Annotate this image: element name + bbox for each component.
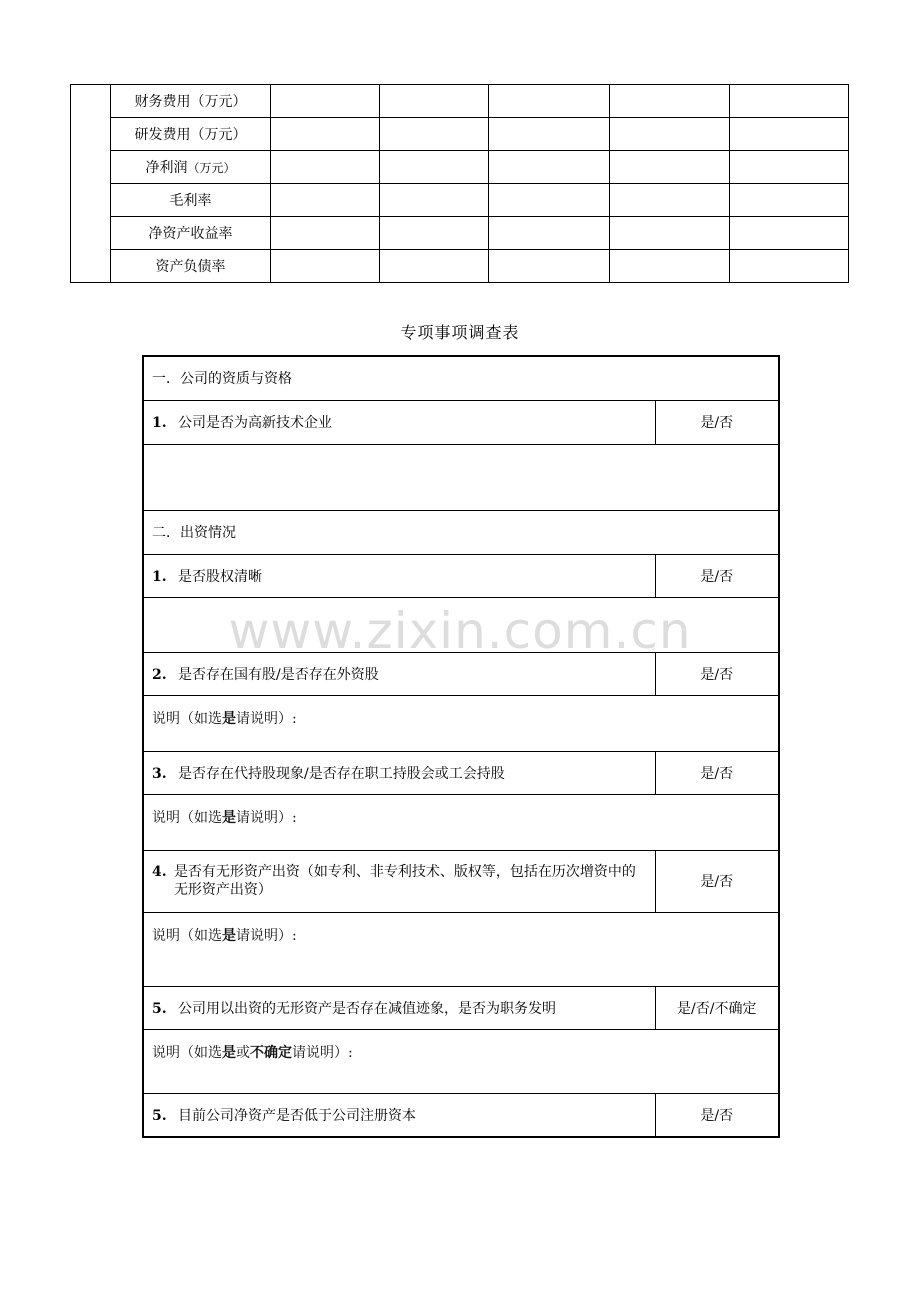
value-cell[interactable] bbox=[380, 85, 489, 118]
answer-cell[interactable]: 是/否 bbox=[655, 554, 779, 597]
question-cell: 5. 目前公司净资产是否低于公司注册资本 bbox=[143, 1093, 655, 1137]
watermark: www.zixin.com.cn bbox=[228, 602, 692, 660]
note-row bbox=[143, 912, 779, 986]
section-title-capital: 二．出资情况 bbox=[143, 510, 779, 554]
section-header-row bbox=[143, 356, 779, 400]
answer-area-row bbox=[143, 597, 779, 652]
value-cell[interactable] bbox=[271, 184, 380, 217]
value-cell[interactable] bbox=[730, 217, 849, 250]
value-cell[interactable] bbox=[730, 118, 849, 151]
value-cell[interactable] bbox=[610, 118, 730, 151]
row-label: 净利润（万元） bbox=[111, 151, 271, 184]
table-row bbox=[71, 85, 849, 118]
value-cell[interactable] bbox=[489, 250, 610, 283]
question-row bbox=[143, 652, 779, 695]
question-row bbox=[143, 554, 779, 597]
table-row bbox=[71, 118, 849, 151]
row-label: 研发费用（万元） bbox=[111, 118, 271, 151]
value-cell[interactable] bbox=[380, 217, 489, 250]
value-cell[interactable] bbox=[489, 118, 610, 151]
survey-table bbox=[142, 355, 780, 1138]
row-label: 财务费用（万元） bbox=[111, 85, 271, 118]
answer-area-row bbox=[143, 444, 779, 510]
value-cell[interactable] bbox=[380, 250, 489, 283]
value-cell[interactable] bbox=[730, 85, 849, 118]
question-row bbox=[143, 986, 779, 1029]
row-label: 资产负债率 bbox=[111, 250, 271, 283]
answer-area[interactable] bbox=[143, 444, 779, 510]
answer-cell[interactable]: 是/否 bbox=[655, 751, 779, 794]
row-label: 净资产收益率 bbox=[111, 217, 271, 250]
table-row bbox=[71, 250, 849, 283]
value-cell[interactable] bbox=[489, 217, 610, 250]
question-row bbox=[143, 1093, 779, 1137]
section-header-row bbox=[143, 510, 779, 554]
question-cell: 1. 是否股权清晰 bbox=[143, 554, 655, 597]
answer-cell[interactable]: 是/否 bbox=[655, 400, 779, 444]
value-cell[interactable] bbox=[380, 118, 489, 151]
value-cell[interactable] bbox=[489, 85, 610, 118]
table-row bbox=[71, 184, 849, 217]
value-cell[interactable] bbox=[271, 151, 380, 184]
table-row bbox=[71, 151, 849, 184]
table-row bbox=[71, 217, 849, 250]
answer-cell[interactable]: 是/否/不确定 bbox=[655, 986, 779, 1029]
explanation-field[interactable]: 说明（如选是请说明）: bbox=[143, 695, 779, 751]
value-cell[interactable] bbox=[271, 118, 380, 151]
section-title-qualification: 一．公司的资质与资格 bbox=[143, 356, 779, 400]
value-cell[interactable] bbox=[730, 184, 849, 217]
value-cell[interactable] bbox=[271, 217, 380, 250]
value-cell[interactable] bbox=[610, 85, 730, 118]
answer-cell[interactable]: 是/否 bbox=[655, 652, 779, 695]
question-row bbox=[143, 850, 779, 912]
survey-title: 专项事项调查表 bbox=[400, 323, 520, 342]
note-row bbox=[143, 794, 779, 850]
explanation-field[interactable]: 说明（如选是或不确定请说明）: bbox=[143, 1029, 779, 1093]
note-row bbox=[143, 695, 779, 751]
value-cell[interactable] bbox=[610, 184, 730, 217]
question-cell: 4. 是否有无形资产出资（如专利、非专利技术、版权等，包括在历次增资中的无形资产出资） bbox=[143, 850, 655, 912]
question-cell: 3. 是否存在代持股现象/是否存在职工持股会或工会持股 bbox=[143, 751, 655, 794]
value-cell[interactable] bbox=[730, 151, 849, 184]
value-cell[interactable] bbox=[380, 184, 489, 217]
note-row bbox=[143, 1029, 779, 1093]
explanation-field[interactable]: 说明（如选是请说明）: bbox=[143, 912, 779, 986]
answer-cell[interactable]: 是/否 bbox=[655, 850, 779, 912]
question-cell: 5. 公司用以出资的无形资产是否存在减值迹象，是否为职务发明 bbox=[143, 986, 655, 1029]
question-cell: 2. 是否存在国有股/是否存在外资股 bbox=[143, 652, 655, 695]
value-cell[interactable] bbox=[271, 250, 380, 283]
value-cell[interactable] bbox=[610, 250, 730, 283]
value-cell[interactable] bbox=[271, 85, 380, 118]
question-row bbox=[143, 751, 779, 794]
value-cell[interactable] bbox=[610, 151, 730, 184]
row-label: 毛利率 bbox=[111, 184, 271, 217]
value-cell[interactable] bbox=[730, 250, 849, 283]
merged-category-cell bbox=[71, 85, 111, 283]
answer-cell[interactable]: 是/否 bbox=[655, 1093, 779, 1137]
value-cell[interactable] bbox=[489, 184, 610, 217]
question-row bbox=[143, 400, 779, 444]
answer-area[interactable] bbox=[143, 597, 779, 652]
value-cell[interactable] bbox=[489, 151, 610, 184]
question-cell: 1. 公司是否为高新技术企业 bbox=[143, 400, 655, 444]
explanation-field[interactable]: 说明（如选是请说明）: bbox=[143, 794, 779, 850]
financial-table bbox=[70, 84, 849, 283]
value-cell[interactable] bbox=[610, 217, 730, 250]
value-cell[interactable] bbox=[380, 151, 489, 184]
